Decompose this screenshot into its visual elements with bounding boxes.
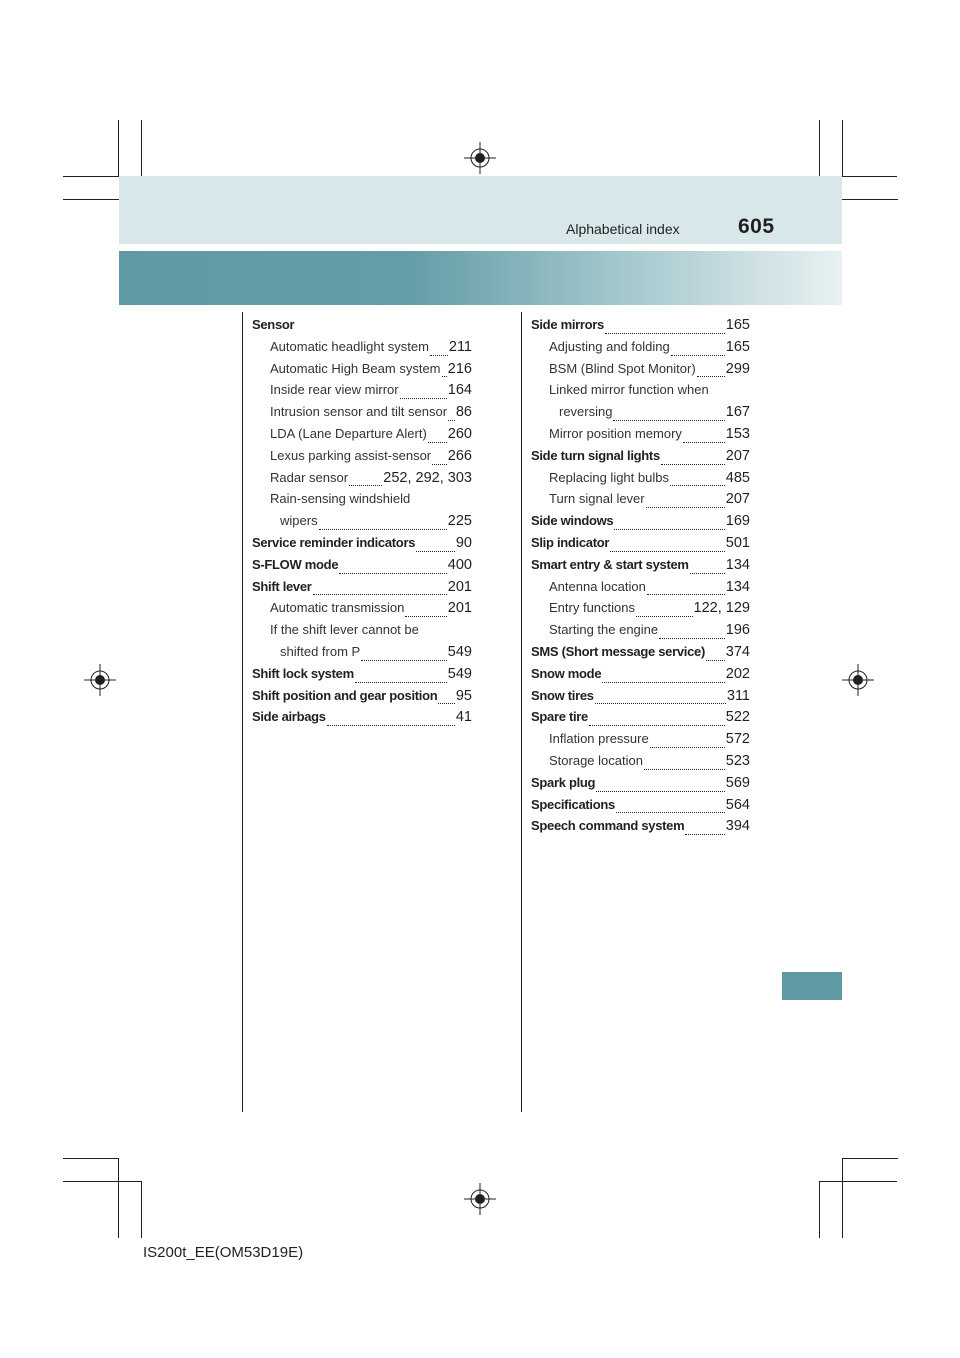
dot-leader	[685, 833, 724, 835]
index-entry-text: Replacing light bulbs	[549, 469, 669, 485]
dot-leader	[616, 811, 725, 813]
index-entry-text: BSM (Blind Spot Monitor)	[549, 360, 696, 376]
index-entry	[252, 317, 472, 339]
index-entry	[531, 775, 750, 797]
index-entry	[531, 448, 750, 470]
index-entry-page: 207	[725, 491, 750, 508]
index-entry-page: 564	[725, 796, 750, 813]
index-entry	[252, 361, 472, 383]
index-entry-page: 299	[725, 360, 750, 377]
dot-leader	[595, 702, 726, 704]
index-entry-text: SMS (Short message service)	[531, 643, 705, 659]
index-entry	[531, 361, 750, 383]
dot-leader	[432, 463, 447, 465]
crop-mark	[819, 1181, 897, 1182]
index-entry-page: 196	[725, 622, 750, 639]
index-entry-text: Turn signal lever	[549, 491, 645, 507]
document-code: IS200t_EE(OM53D19E)	[143, 1244, 304, 1261]
column-rule-left	[242, 312, 243, 1112]
index-entry	[252, 666, 472, 688]
dot-leader	[405, 615, 446, 617]
dot-leader	[361, 659, 447, 661]
index-entry-text: Radar sensor	[270, 469, 349, 485]
index-entry-text: Specifications	[531, 796, 615, 812]
index-entry-text: Snow mode	[531, 665, 602, 681]
index-entry-page: 41	[455, 709, 472, 726]
crop-mark	[842, 120, 843, 176]
index-entry-text: Smart entry & start system	[531, 556, 689, 572]
index-entry-page: 211	[448, 338, 472, 355]
index-entry-page: 134	[725, 556, 750, 573]
index-entry-page: 549	[447, 643, 472, 660]
index-entry	[531, 579, 750, 601]
index-entry	[252, 557, 472, 579]
index-entry-text: Speech command system	[531, 818, 685, 834]
dot-leader	[646, 506, 725, 508]
index-entry-text: Intrusion sensor and tilt sensor	[270, 404, 448, 420]
index-entry	[252, 644, 472, 666]
index-entry-page: 134	[725, 578, 750, 595]
index-entry	[531, 731, 750, 753]
dot-leader	[697, 375, 725, 377]
dot-leader	[690, 572, 725, 574]
index-entry-text: Starting the engine	[549, 622, 659, 638]
crop-mark	[842, 1158, 898, 1159]
index-entry-text: Adjusting and folding	[549, 338, 670, 354]
index-entry-page: 167	[725, 404, 750, 421]
dot-leader	[428, 441, 447, 443]
index-entry-page: 374	[725, 643, 750, 660]
index-entry	[531, 688, 750, 710]
dot-leader	[339, 572, 447, 574]
dot-leader	[327, 724, 455, 726]
index-entry-text: Rain-sensing windshield	[270, 491, 411, 507]
index-entry-page: 400	[447, 556, 472, 573]
index-entry-page: 201	[447, 600, 472, 617]
registration-mark-icon	[842, 664, 874, 696]
index-entry	[531, 644, 750, 666]
index-entry-page: 252, 292, 303	[383, 469, 472, 486]
index-entry	[531, 404, 750, 426]
dot-leader	[448, 419, 455, 421]
index-entry-text: Linked mirror function when	[549, 382, 709, 398]
dot-leader	[610, 550, 725, 552]
index-entry-page: 207	[725, 447, 750, 464]
index-entry-text: LDA (Lane Departure Alert)	[270, 425, 427, 441]
index-entry	[531, 513, 750, 535]
registration-mark-icon	[464, 142, 496, 174]
index-entry	[252, 382, 472, 404]
index-entry-text: Slip indicator	[531, 534, 610, 550]
index-entry	[531, 535, 750, 557]
index-entry	[252, 339, 472, 361]
index-entry-text: wipers	[280, 513, 318, 529]
index-entry-page: 165	[725, 317, 750, 333]
crop-mark	[842, 199, 898, 200]
index-entry-page: 169	[725, 513, 750, 530]
index-entry-text: reversing	[559, 404, 613, 420]
dot-leader	[614, 528, 724, 530]
index-entry-text: Storage location	[549, 752, 643, 768]
index-entry-text: shifted from P	[280, 643, 361, 659]
dot-leader	[355, 681, 447, 683]
index-entry-text: Lexus parking assist-sensor	[270, 447, 432, 463]
index-entry-text: Antenna location	[549, 578, 646, 594]
index-entry-text: Shift position and gear position	[252, 687, 438, 703]
index-entry-page: 90	[455, 534, 472, 551]
crop-mark	[118, 120, 119, 176]
index-entry-page: 164	[447, 382, 472, 399]
index-entry	[252, 622, 472, 644]
index-entry-page: 122, 129	[693, 600, 750, 617]
dot-leader	[670, 484, 725, 486]
index-entry-page: 523	[725, 752, 750, 769]
index-entry-text: Side airbags	[252, 709, 326, 725]
index-entry-page: 569	[725, 774, 750, 791]
dot-leader	[683, 441, 725, 443]
index-entry	[531, 600, 750, 622]
dot-leader	[438, 702, 454, 704]
crop-mark	[63, 1158, 119, 1159]
index-entry-text: Entry functions	[549, 600, 635, 616]
index-entry	[252, 688, 472, 710]
dot-leader	[602, 681, 725, 683]
dot-leader	[671, 354, 725, 356]
crop-mark	[141, 1181, 142, 1238]
index-entry-text: Side turn signal lights	[531, 447, 660, 463]
index-entry-text: Side mirrors	[531, 317, 604, 332]
index-entry-text: Automatic High Beam system	[270, 360, 441, 376]
index-entry-text: Sensor	[252, 317, 295, 332]
index-entry-text: Snow tires	[531, 687, 594, 703]
index-entry-page: 549	[447, 665, 472, 682]
index-entry	[252, 709, 472, 731]
index-entry	[531, 317, 750, 339]
index-entry-text: Inflation pressure	[549, 731, 649, 747]
index-entry-text: Mirror position memory	[549, 425, 682, 441]
index-entry-page: 201	[447, 578, 472, 595]
index-entry-page: 165	[725, 338, 750, 355]
index-entry-page: 225	[447, 513, 472, 530]
index-entry	[531, 557, 750, 579]
index-entry	[252, 579, 472, 601]
page-title: Alphabetical index	[566, 221, 680, 237]
dot-leader	[644, 768, 725, 770]
index-entry	[531, 491, 750, 513]
registration-mark-icon	[464, 1183, 496, 1215]
dot-leader	[661, 463, 725, 465]
index-entry	[252, 448, 472, 470]
index-entry-text: S-FLOW mode	[252, 556, 339, 572]
dot-leader	[400, 397, 447, 399]
index-entry	[531, 797, 750, 819]
dot-leader	[319, 528, 447, 530]
index-entry-page: 153	[725, 425, 750, 442]
index-entry	[252, 404, 472, 426]
section-thumb-tab	[782, 972, 842, 1000]
index-entry-text: If the shift lever cannot be	[270, 622, 419, 638]
dot-leader	[636, 615, 693, 617]
index-entry	[252, 491, 472, 513]
index-entry	[252, 513, 472, 535]
index-column-right	[531, 317, 750, 840]
index-entry-page: 501	[725, 534, 750, 551]
index-entry-text: Inside rear view mirror	[270, 382, 399, 398]
index-column-left	[252, 317, 472, 731]
index-entry-text: Automatic transmission	[270, 600, 405, 616]
index-entry	[531, 709, 750, 731]
index-entry	[252, 600, 472, 622]
dot-leader	[416, 550, 455, 552]
crop-mark	[842, 1158, 843, 1238]
index-entry-page: 572	[725, 731, 750, 748]
crop-mark	[819, 1181, 820, 1238]
dot-leader	[596, 790, 725, 792]
dot-leader	[613, 419, 724, 421]
index-entry-text: Spark plug	[531, 774, 596, 790]
index-entry	[531, 666, 750, 688]
index-entry-page: 216	[447, 360, 472, 377]
dot-leader	[659, 637, 725, 639]
index-entry	[531, 470, 750, 492]
header-gradient-bar	[119, 251, 842, 305]
dot-leader	[650, 746, 725, 748]
index-entry-page: 95	[455, 687, 472, 704]
crop-mark	[63, 1181, 141, 1182]
index-entry	[252, 535, 472, 557]
index-entry-page: 86	[455, 404, 472, 421]
index-entry-text: Side windows	[531, 513, 614, 529]
index-entry-page: 202	[725, 665, 750, 682]
dot-leader	[647, 593, 725, 595]
index-entry-page: 394	[725, 818, 750, 835]
index-entry	[531, 622, 750, 644]
column-rule-middle	[521, 312, 522, 1112]
index-entry-page: 485	[725, 469, 750, 486]
index-entry-page: 311	[726, 687, 750, 704]
index-entry	[531, 753, 750, 775]
index-entry-text: Shift lock system	[252, 665, 354, 681]
registration-mark-icon	[84, 664, 116, 696]
dot-leader	[430, 354, 448, 356]
dot-leader	[589, 724, 725, 726]
dot-leader	[442, 375, 447, 377]
crop-mark	[118, 1158, 119, 1238]
index-entry-page: 260	[447, 425, 472, 442]
dot-leader	[313, 593, 447, 595]
index-entry	[252, 470, 472, 492]
index-entry	[531, 382, 750, 404]
index-entry-page: 266	[447, 447, 472, 464]
index-entry-text: Automatic headlight system	[270, 338, 429, 354]
index-entry-page: 522	[725, 709, 750, 726]
index-entry	[531, 818, 750, 840]
index-entry-text: Service reminder indicators	[252, 534, 416, 550]
page-number: 605	[738, 215, 775, 238]
dot-leader	[605, 332, 725, 334]
index-entry	[531, 339, 750, 361]
index-entry	[531, 426, 750, 448]
index-entry-text: Shift lever	[252, 578, 312, 594]
dot-leader	[706, 659, 725, 661]
crop-mark	[63, 199, 119, 200]
dot-leader	[349, 484, 382, 486]
header-band	[119, 176, 842, 244]
index-entry-text: Spare tire	[531, 709, 588, 725]
index-entry	[252, 426, 472, 448]
